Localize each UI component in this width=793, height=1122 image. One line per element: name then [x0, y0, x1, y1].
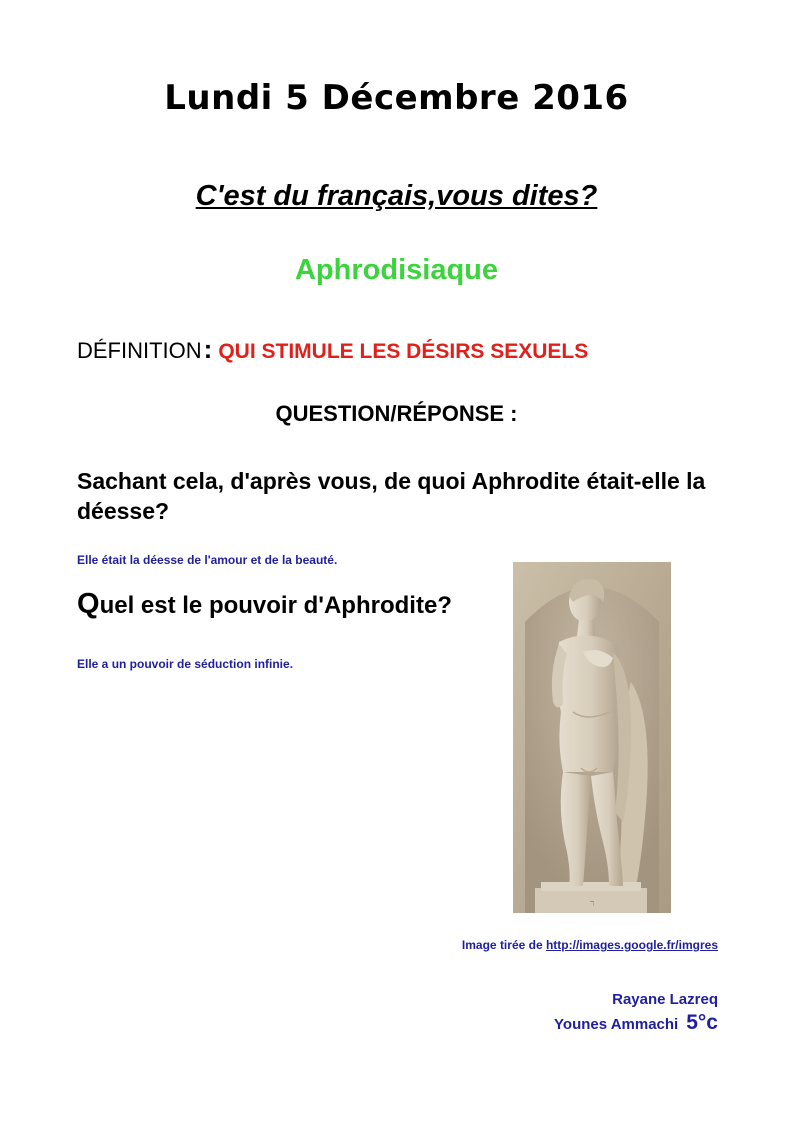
question-2-rest: uel est le pouvoir d'Aphrodite? [99, 592, 452, 619]
definition-line [77, 334, 588, 365]
statue-photo [513, 562, 671, 913]
image-credit [300, 938, 718, 952]
image-credit-prefix: Image tirée de [461, 938, 546, 952]
answer-2: Elle a un pouvoir de séduction infinie. [77, 657, 294, 671]
question-1: Sachant cela, d'après vous, de quoi Aphrodite était-elle la déesse? [77, 468, 706, 524]
question-2 [77, 588, 452, 621]
question-answer-heading: QUESTION/RÉPONSE : [275, 401, 518, 426]
class-label: 5°c [686, 1011, 718, 1034]
image-source-link[interactable]: http://images.google.fr/imgres [545, 938, 718, 952]
author-2: Younes Ammachi [554, 1016, 679, 1033]
question-2-initial: Q [77, 588, 100, 620]
page-date: Lundi 5 Décembre 2016 [164, 78, 629, 118]
answer-1: Elle était la déesse de l'amour et de la beauté. [77, 553, 338, 567]
svg-text:ℸ: ℸ [589, 900, 595, 908]
author-2-line [400, 1011, 718, 1035]
definition-colon: : [203, 334, 213, 364]
author-1: Rayane Lazreq [612, 991, 718, 1008]
word-of-the-day: Aphrodisiaque [294, 254, 498, 286]
page-subtitle: C'est du français,vous dites? [195, 180, 598, 212]
definition-label: DÉFINITION [77, 338, 202, 363]
definition-text: QUI STIMULE LES DÉSIRS SEXUELS [218, 340, 589, 363]
